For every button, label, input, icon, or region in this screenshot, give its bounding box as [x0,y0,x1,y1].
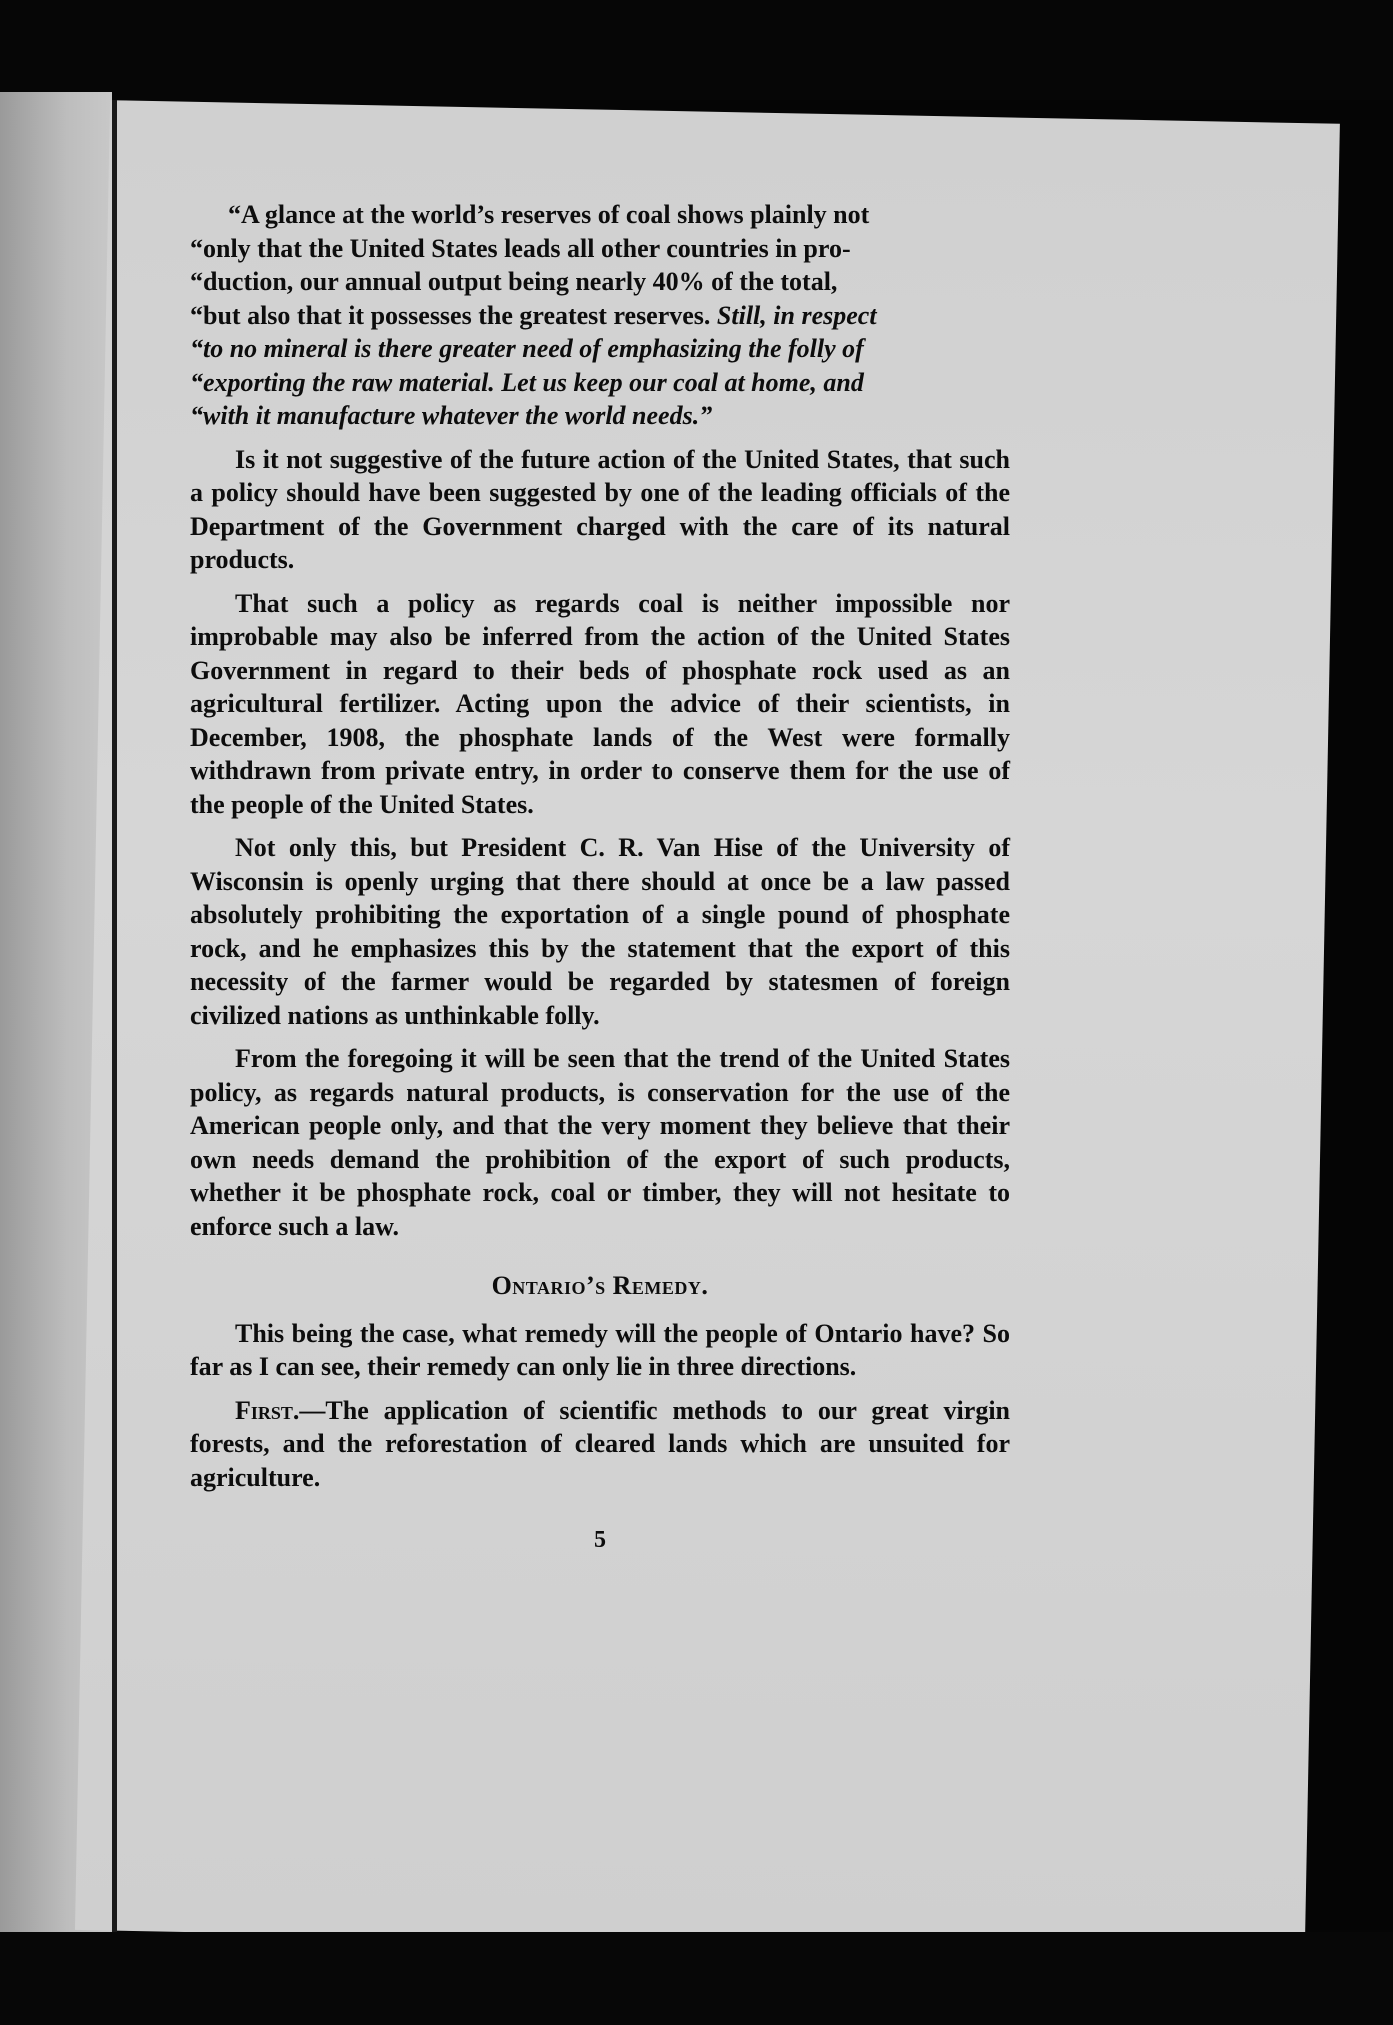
book-spine [112,100,117,1940]
paragraph-4: From the foregoing it will be seen that the trend of the United States policy, as regards natural products, is conservation for the use of the American people only, and that the very moment they believe that their own needs demand the prohibition of the export of such products, whether it be phosphate rock, coal or timber, they will not hesitate to enforce such a law. [190,1044,1010,1241]
paragraph-6-text: —The application of scientific methods to our great virgin forests, and the reforestation of cleared lands which are unsuited for agriculture. [190,1395,1010,1492]
section-heading: Ontario’s Remedy. [491,1271,709,1300]
quote-line: “A glance at the world’s reserves of coal shows plainly not [228,200,870,229]
quote-italic-inline: Still, in respect [716,300,877,330]
quote-line: “only that the United States leads all other countries in pro- [190,233,851,263]
paragraph-2: That such a policy as regards coal is neither impossible nor improbable may also be inferred from the action of the United States Government in regard to their beds of phosphate rock used as an agricultural fertilizer. Acting upon the advice of their scientists, in December, 1908, the phosphate lands of the West were formally withdrawn from private entry, in order to conserve them for the use of the people of the United States. [190,588,1010,819]
quote-italic-line: “to no mineral is there greater need of emphasizing the folly of [190,334,864,363]
scan-border-bottom [0,1932,1393,2025]
page-text [190,198,1010,1582]
quote-line: “duction, our annual output being nearly 40% of the total, [190,267,838,296]
paragraph-5: This being the case, what remedy will the people of Ontario have? So far as I can see, their remedy can only lie in three directions. [190,1318,1010,1381]
quote-italic-line: “with it manufacture whatever the world needs.” [190,401,713,430]
quotation-paragraph [190,198,1010,433]
paragraph-1: Is it not suggestive of the future action of the United States, that such a policy should have been suggested by one of the leading officials of the Department of the Government charged with the care of its natural products. [190,444,1010,574]
scan-border-top [0,0,1393,100]
page-number: 5 [594,1527,606,1553]
paragraph-lead-word: First. [235,1395,300,1425]
paragraph-6 [190,1394,1010,1495]
quote-line [190,299,1010,333]
quote-italic-line: “exporting the raw material. Let us keep our coal at home, and [190,367,864,397]
quote-line-text: “but also that it possesses the greatest reserves. [190,300,711,330]
paragraph-3: Not only this, but President C. R. Van Hise of the University of Wisconsin is openly urging that there should at once be a law passed absolutely prohibiting the exportation of a single pound of phosphate rock, and he emphasizes this by the statement that the export of this necessity of the farmer would be regarded by statesmen of foreign civilized nations as unthinkable folly. [190,833,1010,1030]
